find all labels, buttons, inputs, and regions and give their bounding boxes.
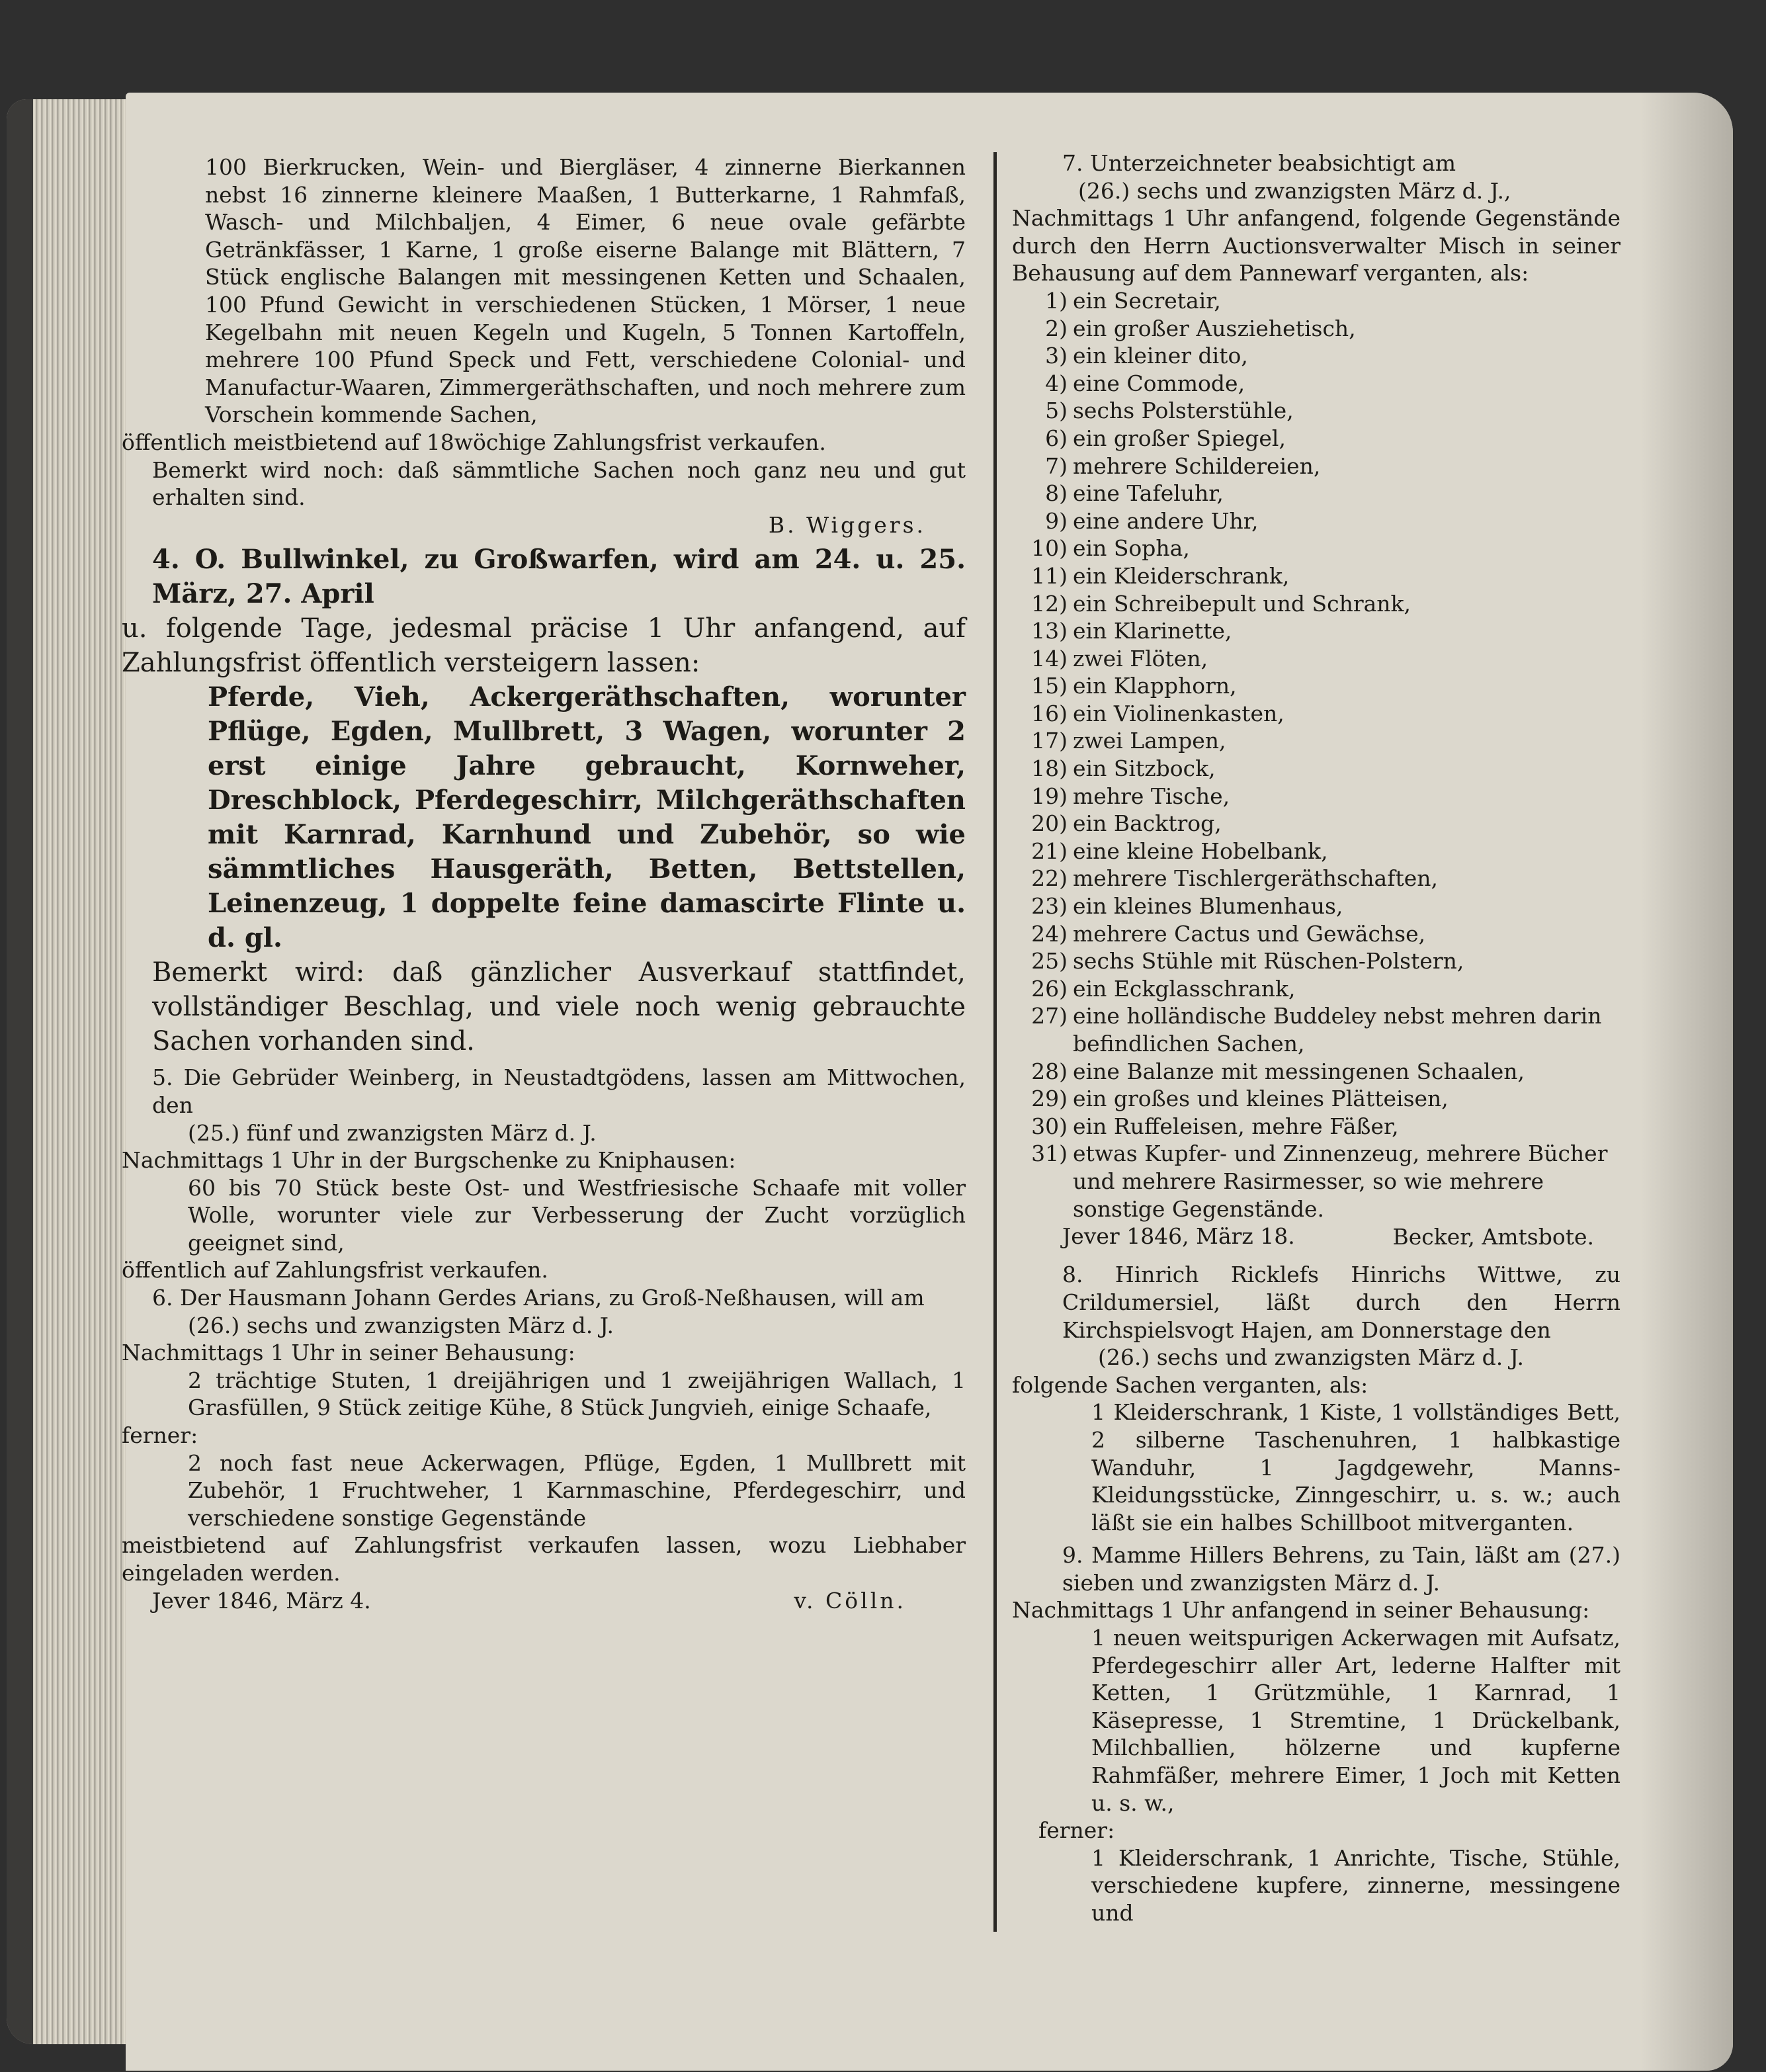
list-item-text: eine holländische Buddeley nebst mehren darin befindlichen Sachen, bbox=[1073, 1003, 1602, 1057]
list-item-text: ein Klapphorn, bbox=[1073, 673, 1237, 699]
auction6-place-date: Jever 1846, März 4. bbox=[152, 1587, 371, 1614]
auction6-ferner: ferner: bbox=[122, 1422, 198, 1449]
auction7-place-date: Jever 1846, März 18. bbox=[1062, 1223, 1295, 1250]
list-item-text: mehre Tische, bbox=[1073, 783, 1230, 809]
auction7-list-item bbox=[1012, 507, 1620, 535]
list-item-text: etwas Kupfer- und Zinnenzeug, mehrere Bücher und mehrere Rasirmesser, so wie mehrere sonstige Gegenstände. bbox=[1073, 1141, 1608, 1222]
list-item-text: eine kleine Hobelbank, bbox=[1073, 838, 1328, 864]
auction7-list-item bbox=[1012, 453, 1620, 480]
list-item-text: zwei Lampen, bbox=[1073, 728, 1226, 754]
list-item-text: ein Backtrog, bbox=[1073, 810, 1222, 837]
list-item-text: ein großer Ausziehetisch, bbox=[1073, 315, 1356, 341]
list-item-number: 30) bbox=[1031, 1113, 1068, 1139]
list-item-text: ein Klarinette, bbox=[1073, 618, 1232, 644]
auction6-date: (26.) sechs und zwanzigsten März d. J. bbox=[188, 1312, 614, 1338]
list-item-number: 5) bbox=[1045, 398, 1068, 424]
auction5-time: Nachmittags 1 Uhr in der Burgschenke zu Kniphausen: bbox=[122, 1147, 736, 1174]
auction7-list-item bbox=[1012, 370, 1620, 398]
auction9-intro: 9. Mamme Hillers Behrens, zu Tain, läßt am (27.) sieben und zwanzigsten März d. J. bbox=[1062, 1542, 1620, 1596]
list-item-text: ein Kleiderschrank, bbox=[1073, 562, 1290, 589]
list-item-number: 17) bbox=[1031, 728, 1068, 754]
list-item-number: 21) bbox=[1031, 838, 1068, 864]
list-item-text: ein Ruffeleisen, mehre Fäßer, bbox=[1073, 1113, 1399, 1139]
auction8-text: folgende Sachen verganten, als: bbox=[1012, 1371, 1368, 1398]
right-column bbox=[1012, 150, 1620, 1927]
auction7-list-item bbox=[1012, 1085, 1620, 1113]
auction7-list-item bbox=[1012, 920, 1620, 948]
list-item-text: ein großes und kleines Plätteisen, bbox=[1073, 1086, 1449, 1112]
list-item-text: mehrere Cactus und Gewächse, bbox=[1073, 920, 1426, 947]
auction3-note: Bemerkt wird noch: daß sämmtliche Sachen noch ganz neu und gut erhalten sind. bbox=[152, 456, 966, 511]
list-item-number: 2) bbox=[1045, 315, 1068, 341]
list-item-number: 16) bbox=[1031, 700, 1068, 726]
list-item-text: ein großer Spiegel, bbox=[1073, 425, 1286, 451]
auction6-items2: 2 noch fast neue Ackerwagen, Pflüge, Egden, 1 Mullbrett mit Zubehör, 1 Fruchtweher, 1 Karnmaschine, Pferdegeschirr, und verschiedene sonstige Gegenstände bbox=[188, 1449, 966, 1531]
auction7-list-item bbox=[1012, 1002, 1620, 1057]
list-item-number: 10) bbox=[1031, 535, 1068, 562]
auction9-ferner: ferner: bbox=[1038, 1817, 1115, 1844]
list-item-number: 9) bbox=[1045, 507, 1068, 534]
auction7-text: Nachmittags 1 Uhr anfangend, folgende Gegenstände durch den Herrn Auctionsverwalter Misch in seiner Behausung auf dem Pannewarf verganten, als: bbox=[1012, 205, 1620, 286]
auction6-items: 2 trächtige Stuten, 1 dreijährigen und 1 zweijährigen Wallach, 1 Grasfüllen, 9 Stück zeitige Kühe, 8 Stück Jungvieh, einige Schaafe, bbox=[188, 1367, 966, 1421]
list-item-number: 23) bbox=[1031, 893, 1068, 920]
list-item-number: 6) bbox=[1045, 425, 1068, 451]
auction5-items: 60 bis 70 Stück beste Ost- und Westfriesische Schaafe mit voller Wolle, worunter viele zur Verbesserung der Zucht vorzüglich geeignet sind, bbox=[188, 1174, 966, 1256]
list-item-text: sechs Polsterstühle, bbox=[1073, 398, 1294, 424]
auction7-list-item bbox=[1012, 590, 1620, 618]
auction3-terms: öffentlich meistbietend auf 18wöchige Zahlungsfrist verkaufen. bbox=[122, 429, 826, 455]
list-item-text: sechs Stühle mit Rüschen-Polstern, bbox=[1073, 948, 1464, 974]
left-column bbox=[122, 153, 966, 1615]
list-item-number: 31) bbox=[1031, 1141, 1068, 1167]
book-cover-edge bbox=[7, 99, 33, 2044]
page-curl-shadow bbox=[1640, 93, 1733, 2071]
auction3-items: 100 Bierkrucken, Wein- und Biergläser, 4 zinnerne Bierkannen nebst 16 zinnerne kleinere Maaßen, 1 Butterkarne, 1 Rahmfaß, Wasch- und Milchbaljen, 4 Eimer, 6 neue ovale gefärbte Getränkfässer, 1 Karne, 1 große eiserne Balange mit Blättern, 7 Stück englische Balangen mit messingenen Ketten und Schaalen, 100 Pfund Gewicht in verschiedenen Stücken, 1 Mörser, 1 neue Kegelbahn mit neuen Kegeln und Kugeln, 5 Tonnen Kartoffeln, mehrere 100 Pfund Speck und Fett, verschiedene Colonial- und Manufactur-Waaren, Zimmergeräthschaften, und noch mehrere zum Vorschein kommende Sachen, bbox=[205, 154, 966, 428]
auction7-list-item bbox=[1012, 755, 1620, 783]
auction7-item-list bbox=[1012, 287, 1620, 1223]
auction7-list-item bbox=[1012, 810, 1620, 838]
auction7-list-item bbox=[1012, 480, 1620, 507]
list-item-text: ein Schreibepult und Schrank, bbox=[1073, 590, 1411, 617]
auction7-list-item bbox=[1012, 727, 1620, 755]
auction7-list-item bbox=[1012, 287, 1620, 315]
auction7-list-item bbox=[1012, 1113, 1620, 1141]
auction4-items: Pferde, Vieh, Ackergeräthschaften, worunter Pflüge, Egden, Mullbrett, 3 Wagen, worunter 2 erst einige Jahre gebraucht, Kornweher, Dreschblock, Pferdegeschirr, Milchgeräthschaften mit Karnrad, Karnhund und Zubehör, so wie sämmtliches Hausgeräth, Betten, Bettstellen, Leinenzeug, 1 doppelte feine damascirte Flinte u. d. gl. bbox=[208, 681, 966, 954]
auction7-list-item bbox=[1012, 1140, 1620, 1223]
list-item-number: 29) bbox=[1031, 1086, 1068, 1112]
list-item-number: 27) bbox=[1031, 1003, 1068, 1029]
list-item-number: 1) bbox=[1045, 287, 1068, 314]
list-item-number: 20) bbox=[1031, 810, 1068, 837]
list-item-text: ein Eckglasschrank, bbox=[1073, 975, 1296, 1002]
list-item-number: 14) bbox=[1031, 645, 1068, 671]
list-item-text: ein Violinenkasten, bbox=[1073, 700, 1284, 726]
auction6-time: Nachmittags 1 Uhr in seiner Behausung: bbox=[122, 1340, 575, 1366]
list-item-text: ein kleiner dito, bbox=[1073, 343, 1248, 369]
auction7-list-item bbox=[1012, 315, 1620, 343]
auction6-intro: 6. Der Hausmann Johann Gerdes Arians, zu Groß-Neßhausen, will am bbox=[152, 1285, 925, 1311]
list-item-number: 8) bbox=[1045, 480, 1068, 507]
auction3-signature: B. Wiggers. bbox=[768, 511, 926, 538]
auction5-intro: 5. Die Gebrüder Weinberg, in Neustadtgödens, lassen am Mittwochen, den bbox=[152, 1064, 966, 1118]
auction7-list-item bbox=[1012, 892, 1620, 920]
auction7-list-item bbox=[1012, 672, 1620, 700]
auction7-list-item bbox=[1012, 425, 1620, 453]
list-item-text: mehrere Tischlergeräthschaften, bbox=[1073, 865, 1438, 892]
auction7-list-item bbox=[1012, 535, 1620, 562]
list-item-number: 3) bbox=[1045, 343, 1068, 369]
auction7-list-item bbox=[1012, 947, 1620, 975]
auction7-list-item bbox=[1012, 1058, 1620, 1086]
auction7-list-item bbox=[1012, 397, 1620, 425]
list-item-number: 13) bbox=[1031, 618, 1068, 644]
auction5-date: (25.) fünf und zwanzigsten März d. J. bbox=[188, 1119, 597, 1146]
auction7-signature: Becker, Amtsbote. bbox=[1392, 1223, 1594, 1250]
auction7-intro: 7. Unterzeichneter beabsichtigt am bbox=[1062, 150, 1456, 176]
list-item-number: 25) bbox=[1031, 948, 1068, 974]
auction4-terms: u. folgende Tage, jedesmal präcise 1 Uhr anfangend, auf Zahlungsfrist öffentlich versteigern lassen: bbox=[122, 613, 966, 679]
auction7-list-item bbox=[1012, 865, 1620, 892]
auction7-list-item bbox=[1012, 562, 1620, 590]
auction6-terms: meistbietend auf Zahlungsfrist verkaufen lassen, wozu Liebhaber eingeladen werden. bbox=[122, 1532, 966, 1586]
auction5-terms: öffentlich auf Zahlungsfrist verkaufen. bbox=[122, 1257, 548, 1283]
auction7-list-item bbox=[1012, 617, 1620, 645]
auction7-list-item bbox=[1012, 975, 1620, 1003]
list-item-number: 26) bbox=[1031, 975, 1068, 1002]
auction7-list-item bbox=[1012, 783, 1620, 810]
auction8-items: 1 Kleiderschrank, 1 Kiste, 1 vollständiges Bett, 2 silberne Taschenuhren, 1 halbkastige Wanduhr, 1 Jagdgewehr, Manns-Kleidungsstücke, Zinngeschirr, u. s. w.; auch läßt sie ein halbes Schillboot mitverganten. bbox=[1091, 1399, 1620, 1535]
auction9-items2: 1 Kleiderschrank, 1 Anrichte, Tische, Stühle, verschiedene kupfere, zinnerne, messingene und bbox=[1091, 1844, 1620, 1926]
list-item-number: 12) bbox=[1031, 590, 1068, 617]
list-item-text: eine Balanze mit messingenen Schaalen, bbox=[1073, 1058, 1525, 1084]
list-item-text: eine Tafeluhr, bbox=[1073, 480, 1224, 507]
column-divider bbox=[993, 152, 997, 1932]
list-item-text: ein kleines Blumenhaus, bbox=[1073, 893, 1343, 920]
list-item-number: 11) bbox=[1031, 562, 1068, 589]
auction7-list-item bbox=[1012, 700, 1620, 728]
list-item-number: 15) bbox=[1031, 673, 1068, 699]
list-item-number: 24) bbox=[1031, 920, 1068, 947]
list-item-text: eine Commode, bbox=[1073, 370, 1245, 396]
list-item-number: 22) bbox=[1031, 865, 1068, 892]
auction9-items: 1 neuen weitspurigen Ackerwagen mit Aufsatz, Pferdegeschirr aller Art, lederne Halfter mit Ketten, 1 Grützmühle, 1 Karnrad, 1 Käsepresse, 1 Stremtine, 1 Drückelbank, Milchballien, hölzerne und kupferne Rahmfäßer, mehrere Eimer, 1 Joch mit Ketten u. s. w., bbox=[1091, 1625, 1620, 1816]
auction7-list-item bbox=[1012, 342, 1620, 370]
list-item-number: 7) bbox=[1045, 453, 1068, 479]
auction8-date: (26.) sechs und zwanzigsten März d. J. bbox=[1098, 1344, 1524, 1371]
list-item-text: zwei Flöten, bbox=[1073, 645, 1208, 671]
auction9-time: Nachmittags 1 Uhr anfangend in seiner Behausung: bbox=[1012, 1597, 1590, 1623]
list-item-text: ein Secretair, bbox=[1073, 287, 1221, 314]
list-item-text: eine andere Uhr, bbox=[1073, 507, 1259, 534]
list-item-number: 4) bbox=[1045, 370, 1068, 396]
auction4-intro: 4. O. Bullwinkel, zu Großwarfen, wird am 24. u. 25. März, 27. April bbox=[152, 544, 966, 610]
auction7-date: (26.) sechs und zwanzigsten März d. J., bbox=[1078, 177, 1511, 204]
auction4-note: Bemerkt wird: daß gänzlicher Ausverkauf stattfindet, vollständiger Beschlag, und viele noch wenig gebrauchte Sachen vorhanden sind. bbox=[152, 957, 966, 1057]
auction7-list-item bbox=[1012, 838, 1620, 865]
list-item-text: ein Sopha, bbox=[1073, 535, 1190, 562]
list-item-number: 18) bbox=[1031, 755, 1068, 782]
auction6-signature: v. Cölln. bbox=[794, 1588, 906, 1614]
list-item-number: 19) bbox=[1031, 783, 1068, 809]
auction7-list-item bbox=[1012, 645, 1620, 673]
list-item-text: ein Sitzbock, bbox=[1073, 755, 1216, 782]
list-item-text: mehrere Schildereien, bbox=[1073, 453, 1321, 479]
auction8-intro: 8. Hinrich Ricklefs Hinrichs Wittwe, zu Crildumersiel, läßt durch den Herrn Kirchspielsvogt Hajen, am Donnerstage den bbox=[1062, 1262, 1620, 1343]
list-item-number: 28) bbox=[1031, 1058, 1068, 1084]
